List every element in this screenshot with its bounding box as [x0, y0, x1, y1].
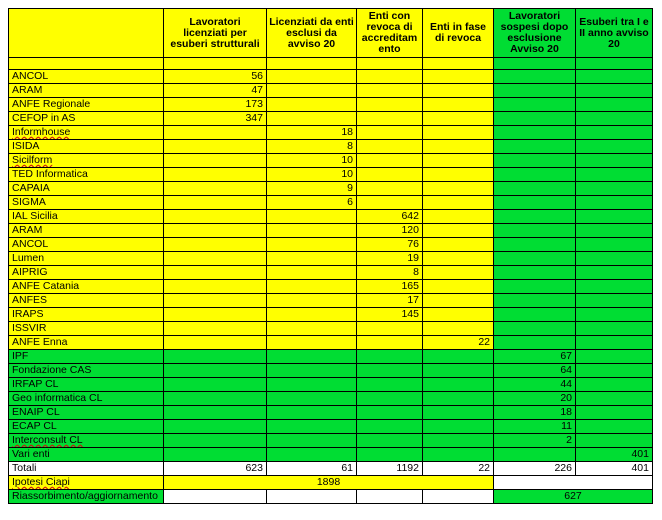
- value-cell[interactable]: [357, 448, 423, 462]
- totals-value-cell[interactable]: 401: [576, 462, 653, 476]
- value-cell[interactable]: [357, 406, 423, 420]
- value-cell[interactable]: [423, 350, 494, 364]
- value-cell[interactable]: [576, 70, 653, 84]
- value-cell[interactable]: 18: [494, 406, 576, 420]
- row-label-cell[interactable]: [9, 126, 164, 140]
- value-cell[interactable]: [494, 336, 576, 350]
- value-cell[interactable]: [267, 266, 357, 280]
- row-label: Interconsult CL: [12, 434, 83, 446]
- value-cell[interactable]: [267, 350, 357, 364]
- row-label: Vari enti: [12, 448, 50, 460]
- value-cell[interactable]: 2: [494, 434, 576, 448]
- value-cell[interactable]: [267, 364, 357, 378]
- value-cell[interactable]: 76: [357, 238, 423, 252]
- value-cell[interactable]: 120: [357, 224, 423, 238]
- row-label-cell[interactable]: [9, 70, 164, 84]
- value-cell[interactable]: [357, 84, 423, 98]
- value-cell[interactable]: [576, 84, 653, 98]
- value-cell[interactable]: 17: [357, 294, 423, 308]
- value-cell[interactable]: [494, 182, 576, 196]
- header-lavoratori-sospesi[interactable]: Lavoratori sospesi dopo esclusione Avviso 20: [494, 9, 576, 58]
- value-cell[interactable]: [267, 406, 357, 420]
- value-cell[interactable]: [423, 182, 494, 196]
- table-row: [9, 112, 653, 126]
- value-cell[interactable]: [576, 252, 653, 266]
- value-cell[interactable]: [576, 238, 653, 252]
- value-cell[interactable]: [267, 420, 357, 434]
- value-cell[interactable]: [164, 140, 267, 154]
- value-cell[interactable]: 642: [357, 210, 423, 224]
- riassorbimento-label[interactable]: Riassorbimento/aggiornamento: [9, 490, 164, 504]
- row-label-cell[interactable]: [9, 84, 164, 98]
- value-cell[interactable]: [267, 378, 357, 392]
- table-row: [9, 406, 653, 420]
- value-cell[interactable]: [267, 308, 357, 322]
- table-row: [9, 322, 653, 336]
- value-cell[interactable]: [423, 98, 494, 112]
- value-cell[interactable]: [576, 210, 653, 224]
- row-label: ARAM: [12, 224, 43, 236]
- value-cell[interactable]: [164, 364, 267, 378]
- value-cell[interactable]: [267, 112, 357, 126]
- value-cell[interactable]: [423, 406, 494, 420]
- row-label: ISIDA: [12, 140, 40, 152]
- value-cell[interactable]: [357, 364, 423, 378]
- value-cell[interactable]: [576, 378, 653, 392]
- value-cell[interactable]: [494, 196, 576, 210]
- value-cell[interactable]: [576, 420, 653, 434]
- row-label-cell[interactable]: [9, 336, 164, 350]
- value-cell[interactable]: [576, 196, 653, 210]
- totals-value-cell[interactable]: 226: [494, 462, 576, 476]
- value-cell[interactable]: [164, 350, 267, 364]
- value-cell[interactable]: 10: [267, 168, 357, 182]
- value-cell[interactable]: [576, 168, 653, 182]
- spacer-cell[interactable]: [164, 58, 267, 70]
- value-cell[interactable]: [576, 112, 653, 126]
- value-cell[interactable]: 401: [576, 448, 653, 462]
- row-label: TED Informatica: [12, 168, 88, 180]
- value-cell[interactable]: [164, 448, 267, 462]
- spacer-cell[interactable]: [576, 58, 653, 70]
- value-cell[interactable]: [267, 84, 357, 98]
- value-cell[interactable]: [357, 70, 423, 84]
- spacer-cell[interactable]: [494, 58, 576, 70]
- value-cell[interactable]: [494, 322, 576, 336]
- empty-cell[interactable]: [494, 476, 653, 490]
- value-cell[interactable]: [576, 126, 653, 140]
- row-label-cell[interactable]: [9, 280, 164, 294]
- row-label-cell[interactable]: [9, 154, 164, 168]
- row-label: ANFE Catania: [12, 280, 80, 292]
- row-label-cell[interactable]: [9, 224, 164, 238]
- row-label: IPF: [12, 350, 29, 362]
- header-enti-fase-revoca[interactable]: Enti in fase di revoca: [423, 9, 494, 58]
- value-cell[interactable]: [494, 210, 576, 224]
- row-label: ANFES: [12, 294, 48, 306]
- value-cell[interactable]: [423, 224, 494, 238]
- row-label: IAL Sicilia: [12, 210, 58, 222]
- row-label-cell[interactable]: [9, 322, 164, 336]
- row-label: ANCOL: [12, 70, 49, 82]
- row-label-cell[interactable]: [9, 238, 164, 252]
- value-cell[interactable]: [576, 266, 653, 280]
- value-cell[interactable]: 18: [267, 126, 357, 140]
- value-cell[interactable]: [267, 98, 357, 112]
- value-cell[interactable]: [164, 378, 267, 392]
- value-cell[interactable]: [357, 126, 423, 140]
- row-label: ECAP CL: [12, 420, 57, 432]
- value-cell[interactable]: [357, 168, 423, 182]
- table-row: [9, 98, 653, 112]
- value-cell[interactable]: [164, 406, 267, 420]
- value-cell[interactable]: [164, 182, 267, 196]
- ipotesi-value-cell[interactable]: 1898: [164, 476, 494, 490]
- value-cell[interactable]: [423, 154, 494, 168]
- table-row: [9, 140, 653, 154]
- value-cell[interactable]: 6: [267, 196, 357, 210]
- row-label: ISSVIR: [12, 322, 47, 334]
- table-row: [9, 224, 653, 238]
- value-cell[interactable]: [267, 252, 357, 266]
- value-cell[interactable]: [576, 154, 653, 168]
- spreadsheet-table: [8, 8, 653, 504]
- value-cell[interactable]: 44: [494, 378, 576, 392]
- value-cell[interactable]: [267, 448, 357, 462]
- row-label: AIPRIG: [12, 266, 48, 278]
- totals-value-cell[interactable]: 623: [164, 462, 267, 476]
- value-cell[interactable]: [494, 252, 576, 266]
- value-cell[interactable]: [164, 392, 267, 406]
- row-label: CEFOP in AS: [12, 112, 76, 124]
- empty-cell[interactable]: [267, 490, 357, 504]
- value-cell[interactable]: 47: [164, 84, 267, 98]
- value-cell[interactable]: [494, 238, 576, 252]
- table-row: [9, 434, 653, 448]
- table-row: [9, 392, 653, 406]
- value-cell[interactable]: [164, 294, 267, 308]
- value-cell[interactable]: [423, 420, 494, 434]
- value-cell[interactable]: 8: [267, 140, 357, 154]
- value-cell[interactable]: [423, 126, 494, 140]
- row-label-cell[interactable]: [9, 266, 164, 280]
- value-cell[interactable]: [164, 266, 267, 280]
- row-label-cell[interactable]: [9, 140, 164, 154]
- totals-value-cell[interactable]: 1192: [357, 462, 423, 476]
- ipotesi-row: [9, 476, 653, 490]
- value-cell[interactable]: [357, 350, 423, 364]
- value-cell[interactable]: [357, 420, 423, 434]
- value-cell[interactable]: [494, 98, 576, 112]
- row-label-cell[interactable]: [9, 168, 164, 182]
- row-label-cell[interactable]: [9, 112, 164, 126]
- value-cell[interactable]: [164, 252, 267, 266]
- value-cell[interactable]: [423, 210, 494, 224]
- table-row: [9, 280, 653, 294]
- row-label: ARAM: [12, 84, 43, 96]
- row-label: Geo informatica CL: [12, 392, 103, 404]
- table-row: [9, 84, 653, 98]
- value-cell[interactable]: [267, 294, 357, 308]
- value-cell[interactable]: [423, 252, 494, 266]
- value-cell[interactable]: [164, 336, 267, 350]
- header-licenziati-esclusi[interactable]: Licenziati da enti esclusi da avviso 20: [267, 9, 357, 58]
- row-label: ANFE Enna: [12, 336, 68, 348]
- value-cell[interactable]: [164, 168, 267, 182]
- value-cell[interactable]: [267, 210, 357, 224]
- value-cell[interactable]: [164, 322, 267, 336]
- value-cell[interactable]: 165: [357, 280, 423, 294]
- value-cell[interactable]: [164, 210, 267, 224]
- row-label: CAPAIA: [12, 182, 50, 194]
- table-row: [9, 294, 653, 308]
- value-cell[interactable]: [494, 140, 576, 154]
- value-cell[interactable]: [423, 238, 494, 252]
- value-cell[interactable]: [423, 392, 494, 406]
- table-row: [9, 448, 653, 462]
- value-cell[interactable]: [357, 140, 423, 154]
- value-cell[interactable]: [494, 112, 576, 126]
- value-cell[interactable]: [267, 336, 357, 350]
- value-cell[interactable]: [576, 182, 653, 196]
- value-cell[interactable]: [576, 434, 653, 448]
- value-cell[interactable]: 10: [267, 154, 357, 168]
- row-label: IRAPS: [12, 308, 44, 320]
- value-cell[interactable]: 9: [267, 182, 357, 196]
- spacer-cell[interactable]: [9, 58, 164, 70]
- value-cell[interactable]: [164, 224, 267, 238]
- value-cell[interactable]: [267, 238, 357, 252]
- value-cell[interactable]: [494, 308, 576, 322]
- value-cell[interactable]: [494, 154, 576, 168]
- value-cell[interactable]: [357, 112, 423, 126]
- value-cell[interactable]: 11: [494, 420, 576, 434]
- empty-cell[interactable]: [423, 490, 494, 504]
- value-cell[interactable]: [357, 336, 423, 350]
- value-cell[interactable]: [494, 70, 576, 84]
- value-cell[interactable]: [423, 196, 494, 210]
- header-esuberi-anno[interactable]: Esuberi tra I e II anno avviso 20: [576, 9, 653, 58]
- value-cell[interactable]: [357, 98, 423, 112]
- value-cell[interactable]: [423, 70, 494, 84]
- ipotesi-label: Ipotesi Ciapi: [12, 476, 70, 488]
- value-cell[interactable]: [576, 98, 653, 112]
- table-row: [9, 266, 653, 280]
- row-label: Sicilform: [12, 154, 53, 166]
- totals-value-cell[interactable]: 22: [423, 462, 494, 476]
- value-cell[interactable]: [423, 308, 494, 322]
- value-cell[interactable]: [423, 434, 494, 448]
- table-row: [9, 308, 653, 322]
- ipotesi-label-cell[interactable]: [9, 476, 164, 490]
- row-label-cell[interactable]: [9, 392, 164, 406]
- value-cell[interactable]: [267, 280, 357, 294]
- table-row: [9, 154, 653, 168]
- row-label-cell[interactable]: [9, 308, 164, 322]
- value-cell[interactable]: [423, 266, 494, 280]
- row-label: Informhouse: [12, 126, 71, 138]
- value-cell[interactable]: [357, 434, 423, 448]
- row-label-cell[interactable]: [9, 252, 164, 266]
- header-enti-revoca[interactable]: Enti con revoca di accreditam ento: [357, 9, 423, 58]
- value-cell[interactable]: [576, 294, 653, 308]
- value-cell[interactable]: [164, 434, 267, 448]
- table-row: [9, 126, 653, 140]
- value-cell[interactable]: 173: [164, 98, 267, 112]
- value-cell[interactable]: 347: [164, 112, 267, 126]
- value-cell[interactable]: [494, 266, 576, 280]
- value-cell[interactable]: [164, 154, 267, 168]
- value-cell[interactable]: [494, 280, 576, 294]
- header-corner-cell[interactable]: [9, 9, 164, 58]
- row-label-cell[interactable]: [9, 420, 164, 434]
- table-row: [9, 378, 653, 392]
- value-cell[interactable]: [357, 378, 423, 392]
- value-cell[interactable]: [576, 406, 653, 420]
- value-cell[interactable]: 22: [423, 336, 494, 350]
- value-cell[interactable]: [576, 350, 653, 364]
- table-row: [9, 252, 653, 266]
- value-cell[interactable]: [357, 322, 423, 336]
- row-label: ANFE Regionale: [12, 98, 91, 110]
- row-label-cell[interactable]: [9, 448, 164, 462]
- value-cell[interactable]: [267, 392, 357, 406]
- value-cell[interactable]: [357, 154, 423, 168]
- row-label-cell[interactable]: [9, 378, 164, 392]
- value-cell[interactable]: [423, 322, 494, 336]
- table-row: [9, 364, 653, 378]
- header-licenziati-esuberi[interactable]: Lavoratori licenziati per esuberi strutturali: [164, 9, 267, 58]
- value-cell[interactable]: 67: [494, 350, 576, 364]
- value-cell[interactable]: [576, 308, 653, 322]
- value-cell[interactable]: [357, 392, 423, 406]
- totals-row: [9, 462, 653, 476]
- value-cell[interactable]: [357, 182, 423, 196]
- row-label: IRFAP CL: [12, 378, 59, 390]
- value-cell[interactable]: [423, 280, 494, 294]
- row-label: ANCOL: [12, 238, 49, 250]
- value-cell[interactable]: [164, 280, 267, 294]
- row-label-cell[interactable]: [9, 196, 164, 210]
- value-cell[interactable]: [164, 238, 267, 252]
- value-cell[interactable]: [423, 112, 494, 126]
- value-cell[interactable]: [164, 420, 267, 434]
- spacer-cell[interactable]: [423, 58, 494, 70]
- value-cell[interactable]: [423, 140, 494, 154]
- value-cell[interactable]: [494, 294, 576, 308]
- value-cell[interactable]: [164, 126, 267, 140]
- value-cell[interactable]: [576, 224, 653, 238]
- row-label-cell[interactable]: [9, 364, 164, 378]
- row-label: Fondazione CAS: [12, 364, 92, 376]
- spacer-cell[interactable]: [357, 58, 423, 70]
- row-label: Lumen: [12, 252, 45, 264]
- table-row: [9, 336, 653, 350]
- empty-cell[interactable]: [164, 490, 267, 504]
- value-cell[interactable]: 19: [357, 252, 423, 266]
- value-cell[interactable]: 56: [164, 70, 267, 84]
- table-row: [9, 210, 653, 224]
- value-cell[interactable]: 145: [357, 308, 423, 322]
- value-cell[interactable]: [576, 322, 653, 336]
- value-cell[interactable]: 20: [494, 392, 576, 406]
- value-cell[interactable]: [576, 280, 653, 294]
- value-cell[interactable]: [494, 84, 576, 98]
- totals-value-cell[interactable]: 61: [267, 462, 357, 476]
- empty-cell[interactable]: [357, 490, 423, 504]
- value-cell[interactable]: [423, 84, 494, 98]
- value-cell[interactable]: [423, 294, 494, 308]
- riassorbimento-row: [9, 490, 653, 504]
- table-row: [9, 182, 653, 196]
- value-cell[interactable]: [423, 448, 494, 462]
- table-row: [9, 70, 653, 84]
- value-cell[interactable]: [494, 224, 576, 238]
- row-label-cell[interactable]: [9, 98, 164, 112]
- table-row: [9, 196, 653, 210]
- value-cell[interactable]: [423, 364, 494, 378]
- table-row: [9, 168, 653, 182]
- row-label-cell[interactable]: [9, 434, 164, 448]
- row-label: SIGMA: [12, 196, 46, 208]
- value-cell[interactable]: [423, 378, 494, 392]
- row-label-cell[interactable]: [9, 210, 164, 224]
- value-cell[interactable]: [267, 434, 357, 448]
- spacer-cell[interactable]: [267, 58, 357, 70]
- row-label-cell[interactable]: [9, 182, 164, 196]
- row-label-cell[interactable]: [9, 406, 164, 420]
- value-cell[interactable]: [164, 196, 267, 210]
- value-cell[interactable]: [267, 224, 357, 238]
- row-label-cell[interactable]: [9, 294, 164, 308]
- value-cell[interactable]: [576, 336, 653, 350]
- value-cell[interactable]: 64: [494, 364, 576, 378]
- value-cell[interactable]: [423, 168, 494, 182]
- row-label-cell[interactable]: [9, 350, 164, 364]
- value-cell[interactable]: [357, 196, 423, 210]
- value-cell[interactable]: [576, 140, 653, 154]
- table-row: [9, 350, 653, 364]
- riassorbimento-value-cell[interactable]: 627: [494, 490, 653, 504]
- value-cell[interactable]: [267, 70, 357, 84]
- value-cell[interactable]: [494, 126, 576, 140]
- table-row: [9, 420, 653, 434]
- row-label: ENAIP CL: [12, 406, 60, 418]
- value-cell[interactable]: [164, 308, 267, 322]
- totals-label[interactable]: Totali: [9, 462, 164, 476]
- value-cell[interactable]: [576, 364, 653, 378]
- value-cell[interactable]: 8: [357, 266, 423, 280]
- value-cell[interactable]: [494, 168, 576, 182]
- value-cell[interactable]: [494, 448, 576, 462]
- value-cell[interactable]: [576, 392, 653, 406]
- table-row: [9, 238, 653, 252]
- value-cell[interactable]: [267, 322, 357, 336]
